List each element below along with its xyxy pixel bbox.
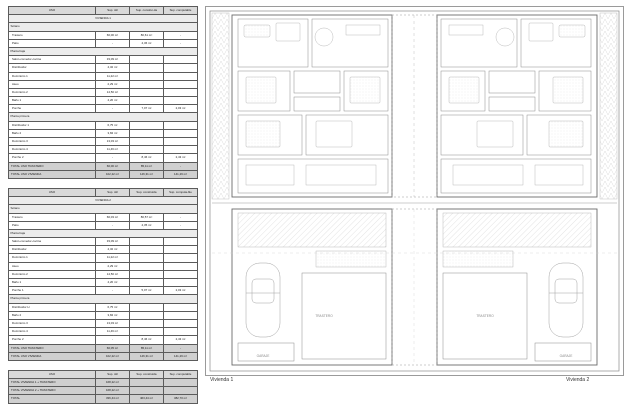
table-row bbox=[9, 213, 198, 221]
section-title: VIVIENDA 2 bbox=[9, 197, 198, 205]
cell-constr: 8,46 m² bbox=[129, 154, 163, 162]
cell-comp: 2,43 m² bbox=[163, 154, 197, 162]
surface-schedule-tables bbox=[8, 6, 198, 413]
col-header-util: Sup. útil bbox=[95, 370, 129, 378]
total-label: TOTAL USO VIVIENDA bbox=[9, 352, 96, 360]
table-row bbox=[9, 262, 198, 270]
col-header-construida: Sup. construi-da bbox=[129, 7, 163, 15]
cell-comp bbox=[163, 270, 197, 278]
cell-uso: Baño 2 bbox=[9, 311, 96, 319]
cell-comp bbox=[163, 146, 197, 154]
section-title-row bbox=[9, 15, 198, 23]
cell-util: 11,46 m² bbox=[95, 146, 129, 154]
cell-util: 3,84 m² bbox=[95, 311, 129, 319]
table-row bbox=[9, 154, 198, 162]
total-util: 336,44 m² bbox=[95, 395, 129, 403]
cell-uso: Porche 2 bbox=[9, 336, 96, 344]
cell-uso: Distribuidor bbox=[9, 64, 96, 72]
cell-comp: - bbox=[163, 221, 197, 229]
cell-comp bbox=[163, 262, 197, 270]
group-title: Planta baja bbox=[9, 47, 198, 55]
cell-comp bbox=[163, 88, 197, 96]
cell-constr: 5,07 m² bbox=[129, 287, 163, 295]
total-comp bbox=[163, 387, 197, 395]
table-row bbox=[9, 129, 198, 137]
cell-util: 11,22 m² bbox=[95, 254, 129, 262]
col-header-util: Sup. útil bbox=[95, 188, 129, 196]
cell-comp bbox=[163, 246, 197, 254]
total-label: TOTAL VIVIENDA 1 + TRASTERO bbox=[9, 379, 96, 387]
cell-util: 33,09 m² bbox=[95, 238, 129, 246]
table-row bbox=[9, 311, 198, 319]
total-comp: 141,26 m² bbox=[163, 170, 197, 178]
total-constr: 85,11 m² bbox=[129, 162, 163, 170]
cell-uso: Dormitorio 1 bbox=[9, 72, 96, 80]
cell-uso: Dormitorio 4 bbox=[9, 146, 96, 154]
cell-util: - bbox=[95, 336, 129, 344]
cell-util: 3,84 m² bbox=[95, 129, 129, 137]
cell-uso: Aseo bbox=[9, 80, 96, 88]
cell-uso: Baño 1 bbox=[9, 279, 96, 287]
cell-comp bbox=[163, 311, 197, 319]
total-util: 168,22 m² bbox=[95, 379, 129, 387]
cell-constr bbox=[129, 138, 163, 146]
cell-constr: 80,61 m² bbox=[129, 31, 163, 39]
group-title-row bbox=[9, 205, 198, 213]
table-row bbox=[9, 146, 198, 154]
cell-util: 14,50 m² bbox=[95, 270, 129, 278]
table-row bbox=[9, 303, 198, 311]
cell-comp: 2,03 m² bbox=[163, 105, 197, 113]
table-row bbox=[9, 270, 198, 278]
table-row bbox=[9, 88, 198, 96]
cell-util: 6,75 m² bbox=[95, 121, 129, 129]
total-label: TOTAL USO TRASTERO bbox=[9, 344, 96, 352]
cell-comp bbox=[163, 80, 197, 88]
cell-constr bbox=[129, 319, 163, 327]
table-row bbox=[9, 221, 198, 229]
total-row bbox=[9, 344, 198, 352]
cell-util: 4,32 m² bbox=[95, 246, 129, 254]
cell-constr bbox=[129, 64, 163, 72]
cell-constr: 4,35 m² bbox=[129, 221, 163, 229]
group-title: Planta baja bbox=[9, 229, 198, 237]
cell-uso: Dormitorio 2 bbox=[9, 88, 96, 96]
cell-constr: 80,57 m² bbox=[129, 213, 163, 221]
col-header-construida: Sup. construida bbox=[129, 188, 163, 196]
cell-util: 14,50 m² bbox=[95, 88, 129, 96]
group-title-row bbox=[9, 295, 198, 303]
table-row bbox=[9, 279, 198, 287]
total-row bbox=[9, 379, 198, 387]
total-label: TOTAL VIVIENDA 2 + TRASTERO bbox=[9, 387, 96, 395]
cell-comp bbox=[163, 97, 197, 105]
cell-comp bbox=[163, 279, 197, 287]
table-row bbox=[9, 238, 198, 246]
cell-comp bbox=[163, 72, 197, 80]
total-row bbox=[9, 387, 198, 395]
table-header-row bbox=[9, 7, 198, 15]
cell-constr bbox=[129, 311, 163, 319]
table-row bbox=[9, 328, 198, 336]
table-row bbox=[9, 336, 198, 344]
group-title: Planta primera bbox=[9, 113, 198, 121]
cell-comp: - bbox=[163, 39, 197, 47]
group-title: Planta primera bbox=[9, 295, 198, 303]
cell-util: 6,75 m² bbox=[95, 303, 129, 311]
section-title: VIVIENDA 1 bbox=[9, 15, 198, 23]
group-title-row bbox=[9, 23, 198, 31]
col-header-util: Sup. útil bbox=[95, 7, 129, 15]
cell-uso: Distribuidor bbox=[9, 246, 96, 254]
cell-constr bbox=[129, 279, 163, 287]
plan-caption-vivienda-1: Vivienda 1 bbox=[210, 377, 234, 383]
cell-comp: 2,43 m² bbox=[163, 336, 197, 344]
cell-util: 4,20 m² bbox=[95, 97, 129, 105]
cell-util: 13,03 m² bbox=[95, 319, 129, 327]
cell-uso: Porche 2 bbox=[9, 154, 96, 162]
cell-comp bbox=[163, 56, 197, 64]
cell-util: 2,29 m² bbox=[95, 80, 129, 88]
table-vivienda-1 bbox=[8, 6, 198, 179]
table-row bbox=[9, 121, 198, 129]
cell-uso: Dormitorio 3 bbox=[9, 138, 96, 146]
total-constr bbox=[129, 379, 163, 387]
cell-uso: Salón-comedor-cocina bbox=[9, 56, 96, 64]
cell-util: - bbox=[95, 39, 129, 47]
cell-uso: Trastero bbox=[9, 31, 96, 39]
col-header-uso: USO bbox=[9, 188, 96, 196]
cell-comp bbox=[163, 121, 197, 129]
cell-constr bbox=[129, 270, 163, 278]
cell-uso: Porche bbox=[9, 105, 96, 113]
room-label-trastero-left: TRASTERO bbox=[315, 314, 333, 318]
group-title-row bbox=[9, 113, 198, 121]
room-label-trastero-right: TRASTERO bbox=[476, 314, 494, 318]
plan-caption-vivienda-2: Vivienda 2 bbox=[566, 377, 590, 383]
cell-comp: 2,03 m² bbox=[163, 287, 197, 295]
cell-uso: Baño 2 bbox=[9, 129, 96, 137]
cell-util: 4,32 m² bbox=[95, 64, 129, 72]
cell-constr: 7,07 m² bbox=[129, 105, 163, 113]
cell-constr bbox=[129, 303, 163, 311]
cell-comp bbox=[163, 129, 197, 137]
group-title: Sótano bbox=[9, 205, 198, 213]
cell-uso: Dormitorio 2 bbox=[9, 270, 96, 278]
total-util: 66,00 m² bbox=[95, 162, 129, 170]
cell-constr bbox=[129, 238, 163, 246]
cell-uso: Baño 1 bbox=[9, 97, 96, 105]
col-header-computable: Sup. computable bbox=[163, 370, 197, 378]
cell-comp bbox=[163, 254, 197, 262]
total-comp bbox=[163, 379, 197, 387]
cell-comp bbox=[163, 138, 197, 146]
total-util: 66,05 m² bbox=[95, 344, 129, 352]
cell-constr bbox=[129, 97, 163, 105]
table-row bbox=[9, 138, 198, 146]
cell-uso: Patio bbox=[9, 39, 96, 47]
table-row bbox=[9, 64, 198, 72]
cell-constr bbox=[129, 80, 163, 88]
room-label-garaje-left: GARAJE bbox=[256, 354, 270, 358]
cell-uso: Dormitorio 3 bbox=[9, 319, 96, 327]
cell-util: - bbox=[95, 221, 129, 229]
total-row bbox=[9, 352, 198, 360]
total-constr: 85,11 m² bbox=[129, 344, 163, 352]
cell-util: - bbox=[95, 287, 129, 295]
cell-util: 13,03 m² bbox=[95, 138, 129, 146]
total-comp: 141,26 m² bbox=[163, 352, 197, 360]
table-row bbox=[9, 56, 198, 64]
cell-util: - bbox=[95, 105, 129, 113]
group-title-row bbox=[9, 229, 198, 237]
cell-util: 66,00 m² bbox=[95, 31, 129, 39]
table-vivienda-2 bbox=[8, 188, 198, 361]
cell-uso: Dormitorio 4 bbox=[9, 328, 96, 336]
total-util: 168,22 m² bbox=[95, 387, 129, 395]
total-label: TOTAL bbox=[9, 395, 96, 403]
total-comp: - bbox=[163, 344, 197, 352]
total-constr bbox=[129, 387, 163, 395]
cell-uso: Trastero bbox=[9, 213, 96, 221]
cell-constr bbox=[129, 88, 163, 96]
cell-util: - bbox=[95, 154, 129, 162]
cell-uso: Porche 1 bbox=[9, 287, 96, 295]
cell-uso: Dormitorio 1 bbox=[9, 254, 96, 262]
col-header-uso: USO bbox=[9, 7, 96, 15]
total-constr: 463,44 m² bbox=[129, 395, 163, 403]
table-row bbox=[9, 80, 198, 88]
cell-constr bbox=[129, 56, 163, 64]
cell-util: 11,46 m² bbox=[95, 328, 129, 336]
total-label: TOTAL USO VIVIENDA bbox=[9, 170, 96, 178]
cell-constr bbox=[129, 254, 163, 262]
cell-comp: - bbox=[163, 31, 197, 39]
total-util: 102,22 m² bbox=[95, 170, 129, 178]
total-comp: 382,70 m² bbox=[163, 395, 197, 403]
cell-util: 33,09 m² bbox=[95, 56, 129, 64]
total-row bbox=[9, 162, 198, 170]
cell-constr: 8,46 m² bbox=[129, 336, 163, 344]
cell-comp bbox=[163, 303, 197, 311]
cell-constr bbox=[129, 328, 163, 336]
cell-uso: Aseo bbox=[9, 262, 96, 270]
room-label-garaje-right: GARAJE bbox=[559, 354, 573, 358]
cell-uso: Salón-comedor-cocina bbox=[9, 238, 96, 246]
table-header-row bbox=[9, 188, 198, 196]
cell-constr bbox=[129, 72, 163, 80]
table-row bbox=[9, 246, 198, 254]
floor-plan-drawing bbox=[205, 6, 624, 376]
cell-comp bbox=[163, 238, 197, 246]
col-header-computable: Sup. computable bbox=[163, 7, 197, 15]
total-constr: 146,31 m² bbox=[129, 170, 163, 178]
cell-uso: Patio bbox=[9, 221, 96, 229]
cell-comp bbox=[163, 64, 197, 72]
cell-constr bbox=[129, 146, 163, 154]
cell-util: 66,03 m² bbox=[95, 213, 129, 221]
col-header-construida: Sup. construida bbox=[129, 370, 163, 378]
cell-comp bbox=[163, 319, 197, 327]
cell-comp: - bbox=[163, 213, 197, 221]
cell-constr bbox=[129, 246, 163, 254]
total-row-grand bbox=[9, 395, 198, 403]
cell-util: 11,22 m² bbox=[95, 72, 129, 80]
cell-constr bbox=[129, 121, 163, 129]
cell-comp bbox=[163, 328, 197, 336]
table-row bbox=[9, 97, 198, 105]
table-row bbox=[9, 254, 198, 262]
cell-uso: Distribuidor 1 bbox=[9, 121, 96, 129]
table-row bbox=[9, 319, 198, 327]
cell-constr: 4,36 m² bbox=[129, 39, 163, 47]
section-title-row bbox=[9, 197, 198, 205]
table-header-row bbox=[9, 370, 198, 378]
group-title-row bbox=[9, 47, 198, 55]
table-row bbox=[9, 39, 198, 47]
table-row bbox=[9, 105, 198, 113]
total-util: 102,22 m² bbox=[95, 352, 129, 360]
cell-constr bbox=[129, 129, 163, 137]
table-totales-generales bbox=[8, 370, 198, 404]
total-constr: 146,31 m² bbox=[129, 352, 163, 360]
total-label: TOTAL USO TRASTERO bbox=[9, 162, 96, 170]
cell-uso: Distribuidor H bbox=[9, 303, 96, 311]
col-header-computable: Sup. computa-ble bbox=[163, 188, 197, 196]
table-row bbox=[9, 72, 198, 80]
total-comp: - bbox=[163, 162, 197, 170]
table-row bbox=[9, 31, 198, 39]
total-row bbox=[9, 170, 198, 178]
cell-util: 2,29 m² bbox=[95, 262, 129, 270]
table-row bbox=[9, 287, 198, 295]
group-title: Sótano bbox=[9, 23, 198, 31]
col-header-uso: USO bbox=[9, 370, 96, 378]
cell-util: 4,20 m² bbox=[95, 279, 129, 287]
cell-constr bbox=[129, 262, 163, 270]
